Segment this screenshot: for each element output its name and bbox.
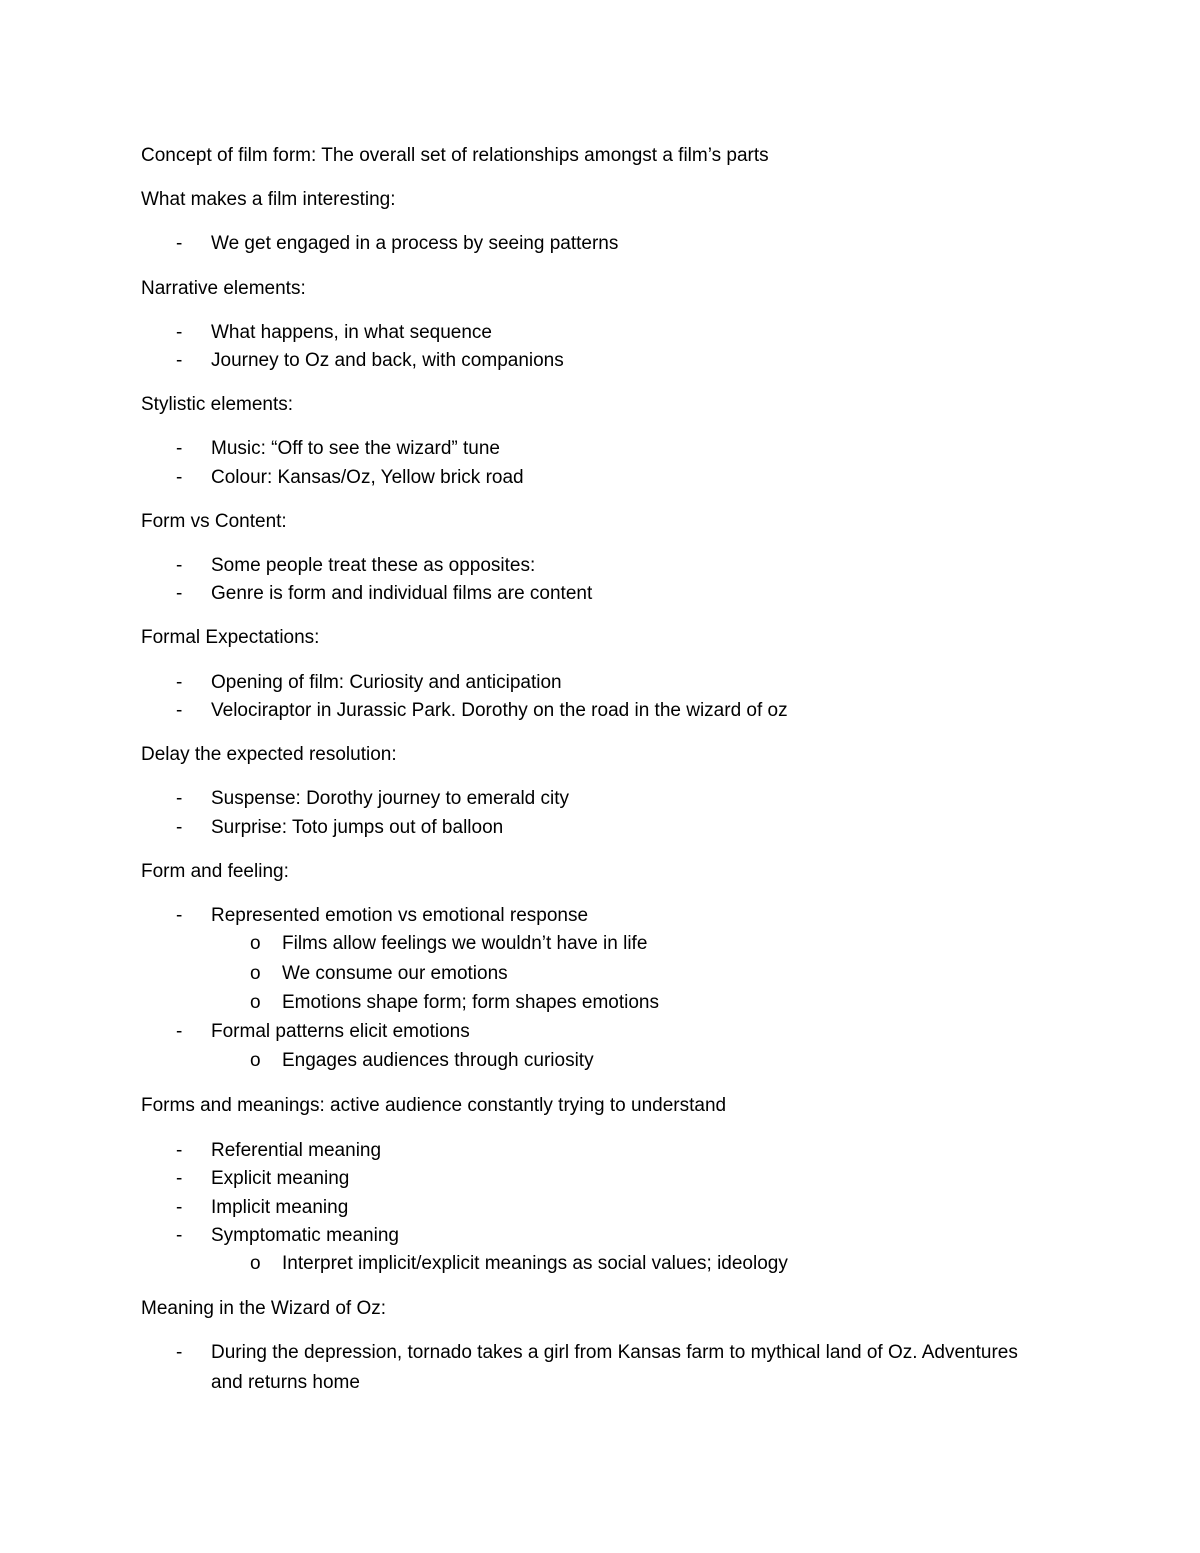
list-item-continuation: and returns home	[211, 1372, 360, 1393]
list-item: During the depression, tornado takes a girl from Kansas farm to mythical land of Oz. Adventures	[211, 1342, 1018, 1363]
sub-list-item: Interpret implicit/explicit meanings as social values; ideology	[282, 1253, 788, 1274]
oz-heading: Meaning in the Wizard of Oz:	[141, 1298, 386, 1319]
bullet-dash: -	[176, 1021, 183, 1042]
list-item: Symptomatic meaning	[211, 1225, 399, 1246]
feeling-heading: Form and feeling:	[141, 861, 289, 882]
bullet-dash: -	[176, 322, 183, 343]
form-content-heading: Form vs Content:	[141, 511, 287, 532]
bullet-circle: o	[250, 963, 261, 984]
sub-list-item: We consume our emotions	[282, 963, 508, 984]
bullet-circle: o	[250, 992, 261, 1013]
bullet-circle: o	[250, 933, 261, 954]
bullet-dash: -	[176, 700, 183, 721]
list-item: Genre is form and individual films are content	[211, 583, 593, 604]
bullet-dash: -	[176, 583, 183, 604]
list-item: Explicit meaning	[211, 1168, 350, 1189]
bullet-dash: -	[176, 672, 183, 693]
list-item: Opening of film: Curiosity and anticipation	[211, 672, 562, 693]
bullet-dash: -	[176, 1342, 183, 1363]
bullet-dash: -	[176, 555, 183, 576]
list-item: Suspense: Dorothy journey to emerald city	[211, 788, 570, 809]
interesting-heading: What makes a film interesting:	[141, 189, 396, 210]
stylistic-heading: Stylistic elements:	[141, 394, 294, 415]
sub-list-item: Emotions shape form; form shapes emotions	[282, 992, 660, 1013]
bullet-dash: -	[176, 350, 183, 371]
list-item: We get engaged in a process by seeing patterns	[211, 233, 619, 254]
bullet-dash: -	[176, 905, 183, 926]
list-item: Colour: Kansas/Oz, Yellow brick road	[211, 467, 524, 488]
list-item: Referential meaning	[211, 1140, 382, 1161]
narrative-heading: Narrative elements:	[141, 278, 306, 299]
bullet-dash: -	[176, 788, 183, 809]
list-item: Formal patterns elicit emotions	[211, 1021, 470, 1042]
bullet-dash: -	[176, 438, 183, 459]
delay-heading: Delay the expected resolution:	[141, 744, 397, 765]
bullet-dash: -	[176, 1197, 183, 1218]
bullet-dash: -	[176, 1140, 183, 1161]
bullet-circle: o	[250, 1253, 261, 1274]
bullet-dash: -	[176, 1225, 183, 1246]
list-item: Implicit meaning	[211, 1197, 349, 1218]
bullet-circle: o	[250, 1050, 261, 1071]
concept-heading: Concept of film form: The overall set of relationships amongst a film’s parts	[141, 145, 769, 166]
list-item: Surprise: Toto jumps out of balloon	[211, 817, 504, 838]
bullet-dash: -	[176, 1168, 183, 1189]
list-item: Velociraptor in Jurassic Park. Dorothy on the road in the wizard of oz	[211, 700, 788, 721]
list-item: Journey to Oz and back, with companions	[211, 350, 564, 371]
list-item: Some people treat these as opposites:	[211, 555, 536, 576]
meanings-heading: Forms and meanings: active audience constantly trying to understand	[141, 1095, 727, 1116]
bullet-dash: -	[176, 467, 183, 488]
list-item: Represented emotion vs emotional response	[211, 905, 589, 926]
sub-list-item: Engages audiences through curiosity	[282, 1050, 594, 1071]
bullet-dash: -	[176, 817, 183, 838]
sub-list-item: Films allow feelings we wouldn’t have in life	[282, 933, 648, 954]
expectations-heading: Formal Expectations:	[141, 627, 320, 648]
list-item: What happens, in what sequence	[211, 322, 492, 343]
list-item: Music: “Off to see the wizard” tune	[211, 438, 500, 459]
bullet-dash: -	[176, 233, 183, 254]
